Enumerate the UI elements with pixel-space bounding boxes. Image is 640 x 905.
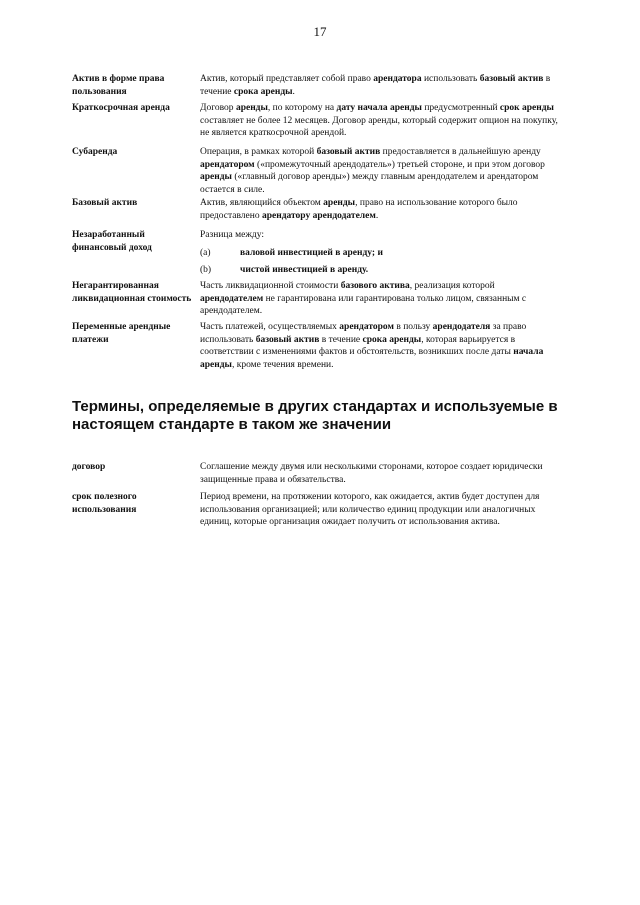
definition-term: Базовый актив — [72, 198, 138, 208]
defined-term-reference: аренды — [323, 198, 356, 208]
definition-intro — [200, 229, 558, 242]
definition-fragment: предоставляется в дальнейшую аренду — [380, 147, 541, 157]
definition-term: договор — [72, 462, 106, 472]
definition-text — [200, 321, 558, 371]
definition-text — [200, 197, 558, 222]
definition-row — [72, 280, 558, 318]
definition-term: Краткосрочная аренда — [72, 103, 170, 113]
defined-term-reference: аренды — [200, 172, 232, 182]
definition-fragment: , реализация которой — [409, 281, 495, 291]
definition-fragment: («промежуточный арендодатель») третьей стороне, и при этом договор — [254, 159, 545, 170]
defined-term-reference: арендатору арендодателем — [261, 210, 376, 221]
definition-row — [72, 229, 558, 277]
definition-text — [200, 491, 558, 529]
definition-fragment: («главный договор аренды») между главным арендодателем и арендатором остается в силе. — [200, 172, 539, 195]
definition-fragment: Период времени, на протяжении которого, как ожидается, актив будет доступен для использования организацией; или количество единиц продукции или аналогичных единиц, которые организация ожидает получить от использования актива. — [200, 492, 540, 527]
definition-fragment: за право использовать — [200, 322, 527, 345]
definition-row — [72, 321, 558, 371]
defined-term-reference: аренды — [235, 103, 268, 113]
definition-fragment: Актив, который представляет собой право — [200, 74, 374, 84]
defined-term-reference: срока аренды — [233, 86, 293, 97]
definition-fragment: , право на использование которого было предоставлено — [200, 198, 518, 221]
definition-fragment: Договор — [200, 103, 236, 113]
definition-row — [72, 102, 558, 140]
definition-fragment: Операция, в рамках которой — [200, 147, 317, 157]
definition-fragment: в течение — [200, 74, 551, 97]
definition-fragment: Актив, являющийся объектом — [200, 198, 324, 208]
definition-row — [72, 73, 558, 98]
definition-subitem — [200, 247, 558, 260]
subitem-label: (a) — [200, 247, 211, 258]
defined-term-reference: срок аренды — [499, 103, 554, 113]
definition-fragment: . — [292, 86, 295, 97]
defined-term-reference: базовый актив — [316, 147, 381, 157]
definition-text — [200, 102, 558, 140]
definition-row — [72, 461, 558, 486]
defined-term-reference: арендатора — [373, 74, 422, 84]
definition-fragment: . — [375, 210, 379, 221]
defined-term-reference: арендатором — [339, 322, 394, 332]
definition-fragment: в течение — [319, 334, 363, 345]
defined-term-reference: арендатором — [200, 159, 255, 170]
definition-text — [200, 461, 558, 486]
subitem-text: валовой инвестицией в аренду; и — [240, 247, 383, 258]
definition-fragment: Часть платежей, осуществляемых — [200, 322, 340, 332]
definition-term: Субаренда — [72, 147, 118, 157]
definition-fragment: Разница между: — [200, 230, 264, 240]
definition-text — [200, 73, 558, 98]
definition-row — [72, 146, 558, 196]
definition-term: Актив в форме права пользования — [72, 74, 165, 97]
definition-text — [200, 229, 558, 277]
definition-fragment: , которая варьируется в соответствии с изменениями фактов и обстоятельств, возникших после даты — [200, 334, 516, 357]
definition-fragment: не гарантирована или гарантирована только лицом, связанным с арендодателем. — [200, 293, 527, 316]
section-heading: Термины, определяемые в других стандартах и используемые в настоящем стандарте в таком же значении — [72, 398, 558, 433]
definition-text — [200, 146, 558, 196]
definition-row — [72, 197, 558, 222]
definition-fragment: составляет не более 12 месяцев. Договор аренды, который содержит опцион на покупку, не является краткосрочной арендой. — [200, 115, 558, 138]
definition-term: Незаработанный финансовый доход — [72, 230, 152, 253]
definition-row — [72, 491, 558, 529]
defined-term-reference: начала аренды — [200, 347, 544, 370]
defined-term-reference: базовый актив — [255, 334, 320, 345]
definition-term: Негарантированная ликвидационная стоимость — [72, 281, 192, 304]
defined-term-reference: базовый актив — [479, 74, 544, 84]
defined-term-reference: базового актива — [340, 281, 410, 291]
definition-fragment: , кроме течения времени. — [231, 359, 334, 370]
definition-fragment: , по которому на — [267, 103, 337, 113]
definition-fragment: использовать — [421, 74, 480, 84]
definition-text — [200, 280, 558, 318]
defined-term-reference: арендодателя — [432, 322, 491, 332]
definition-fragment: в пользу — [393, 322, 433, 332]
page-number: 17 — [313, 24, 327, 39]
definition-fragment: Часть ликвидационной стоимости — [200, 281, 341, 291]
defined-term-reference: арендодателем — [200, 293, 264, 304]
definition-term: срок полезного использования — [72, 492, 137, 515]
definition-fragment: Соглашение между двумя или несколькими сторонами, которое создает юридически защищенные права и обязательства. — [200, 462, 543, 485]
definition-term: Переменные арендные платежи — [72, 322, 171, 345]
subitem-text: чистой инвестицией в аренду. — [240, 265, 369, 275]
definition-fragment: предусмотренный — [421, 103, 500, 113]
defined-term-reference: срока аренды — [362, 334, 422, 345]
subitem-label: (b) — [200, 265, 212, 275]
definition-subitem — [200, 264, 558, 277]
defined-term-reference: дату начала аренды — [336, 103, 422, 113]
